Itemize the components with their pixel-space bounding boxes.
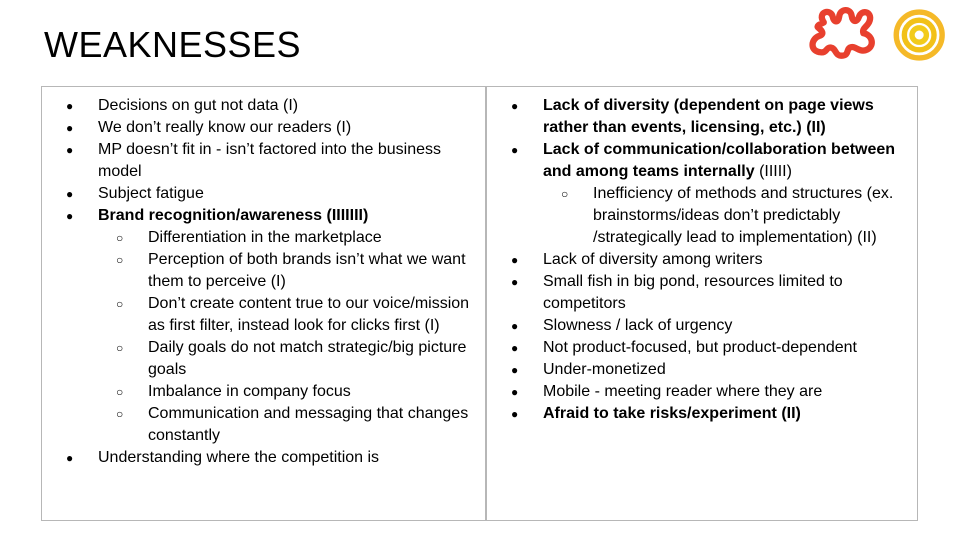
list-item-text: Inefficiency of methods and structures (ex. brainstorms/ideas don’t predictably /strategically lead to implementation) (II)	[593, 185, 894, 246]
list-item-text: Don’t create content true to our voice/mission as first filter, instead look for clicks first (I)	[148, 295, 470, 334]
list-item	[42, 183, 481, 205]
list-item	[42, 337, 481, 381]
list-item-text: MP doesn’t fit in - isn’t factored into the business model	[98, 141, 441, 180]
bullet-disc-icon: ●	[511, 275, 519, 289]
list-item-text: We don’t really know our readers (I)	[98, 119, 352, 136]
list-item	[487, 315, 913, 337]
bullet-disc-icon: ●	[511, 407, 519, 421]
list-item-text: Mobile - meeting reader where they are	[543, 383, 823, 400]
list-item-text: Afraid to take risks/experiment (II)	[543, 405, 801, 422]
bullet-disc-icon: ●	[511, 319, 519, 333]
bullet-disc-icon: ●	[511, 363, 519, 377]
bullet-circle-icon: ○	[116, 407, 124, 421]
bullet-circle-icon: ○	[116, 385, 124, 399]
list-item-text: Imbalance in company focus	[148, 383, 351, 400]
list-item	[42, 205, 481, 227]
list-item	[487, 403, 913, 425]
list-item-text: Lack of diversity (dependent on page views rather than events, licensing, etc.) (II)	[543, 97, 874, 136]
list-item	[42, 249, 481, 293]
bullet-disc-icon: ●	[511, 385, 519, 399]
list-item-text: Lack of communication/collaboration between and among teams internally (IIIII)	[543, 141, 896, 180]
bullet-circle-icon: ○	[116, 341, 124, 355]
bullet-disc-icon: ●	[66, 121, 74, 135]
bullet-disc-icon: ●	[511, 99, 519, 113]
bullet-disc-icon: ●	[66, 187, 74, 201]
list-item-text: Slowness / lack of urgency	[543, 317, 733, 334]
list-item-text: Lack of diversity among writers	[543, 251, 763, 268]
list-item-text: Not product-focused, but product-dependent	[543, 339, 857, 356]
list-item-text: Communication and messaging that changes constantly	[148, 405, 469, 444]
list-item	[487, 95, 913, 139]
list-item	[42, 403, 481, 447]
bullet-disc-icon: ●	[66, 143, 74, 157]
brand-logo	[804, 4, 948, 66]
page-title: WEAKNESSES	[44, 24, 302, 65]
list-item	[42, 117, 481, 139]
list-item-text: Perception of both brands isn’t what we want them to perceive (I)	[148, 251, 466, 290]
list-item	[487, 359, 913, 381]
list-item	[42, 447, 481, 469]
weaknesses-right-box	[486, 86, 918, 521]
bullet-disc-icon: ●	[511, 143, 519, 157]
list-item	[42, 139, 481, 183]
squiggle-logo-icon	[813, 10, 872, 56]
bullet-disc-icon: ●	[511, 341, 519, 355]
list-item-text: Differentiation in the marketplace	[148, 229, 382, 246]
list-item-text: Understanding where the competition is	[98, 449, 380, 466]
list-item-text: Brand recognition/awareness (IIIIIII)	[98, 207, 369, 224]
list-item	[42, 95, 481, 117]
list-item-text: Under-monetized	[543, 361, 666, 378]
bullet-circle-icon: ○	[116, 253, 124, 267]
list-item	[487, 139, 913, 183]
list-item	[487, 337, 913, 359]
weaknesses-left-box	[41, 86, 486, 521]
bullet-disc-icon: ●	[66, 99, 74, 113]
list-item	[42, 227, 481, 249]
list-item	[487, 249, 913, 271]
bullet-circle-icon: ○	[116, 297, 124, 311]
weaknesses-left-list	[42, 95, 481, 469]
list-item-text: Small fish in big pond, resources limited to competitors	[543, 273, 843, 312]
list-item-text: Subject fatigue	[98, 185, 204, 202]
target-logo-icon	[896, 12, 942, 58]
bullet-disc-icon: ●	[511, 253, 519, 267]
list-item	[487, 381, 913, 403]
list-item	[487, 183, 913, 249]
bullet-disc-icon: ●	[66, 451, 74, 465]
weaknesses-right-list	[487, 95, 913, 425]
list-item-text: Daily goals do not match strategic/big picture goals	[148, 339, 467, 378]
list-item-text: Decisions on gut not data (I)	[98, 97, 299, 114]
bullet-disc-icon: ●	[66, 209, 74, 223]
list-item	[487, 271, 913, 315]
list-item	[42, 293, 481, 337]
bullet-circle-icon: ○	[116, 231, 124, 245]
bullet-circle-icon: ○	[561, 187, 569, 201]
list-item	[42, 381, 481, 403]
